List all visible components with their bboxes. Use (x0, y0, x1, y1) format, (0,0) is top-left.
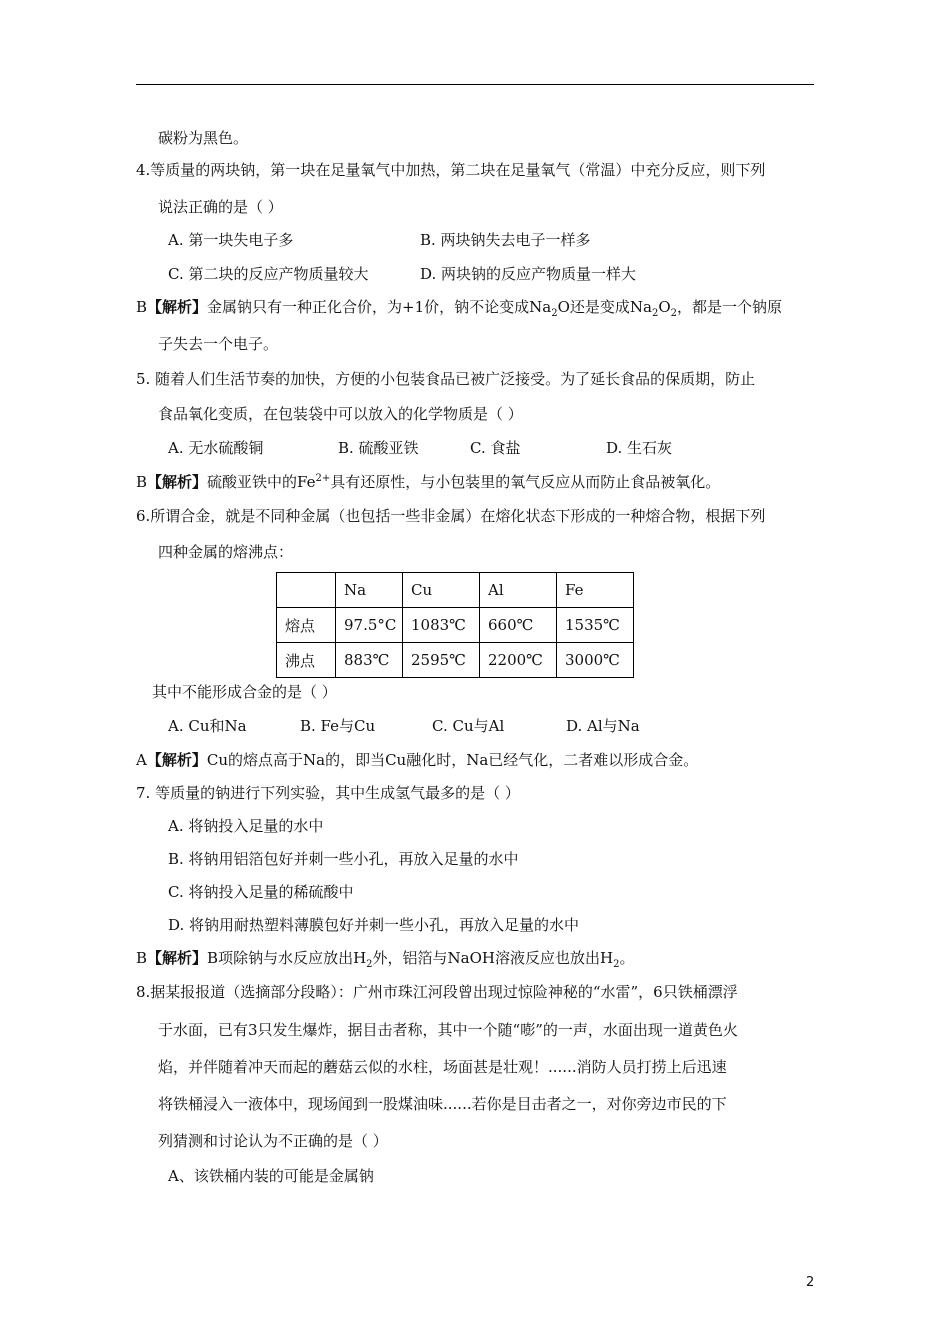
analysis-text: 外，铝箔与NaOH溶液反应也放出H (372, 949, 614, 967)
table-cell: 1535℃ (557, 608, 634, 643)
q5-option-d: D. 生石灰 (606, 439, 673, 457)
q4-option-b: B. 两块钠失去电子一样多 (420, 231, 591, 249)
analysis-text: 金属钠只有一种正化合价，为+1价，钠不论变成Na (207, 298, 552, 316)
q4-analysis (136, 297, 782, 317)
superscript: 2+ (315, 473, 331, 484)
subscript: 2 (551, 308, 558, 319)
analysis-tag: 【解析】 (146, 751, 207, 769)
question-8-line-5: 列猜测和讨论认为不正确的是（ ） (158, 1132, 388, 1150)
table-cell: 2200℃ (480, 643, 557, 678)
question-7-line-1: 7. 等质量的钠进行下列实验，其中生成氢气最多的是（ ） (136, 784, 520, 802)
question-8-line-3: 焰，并伴随着冲天而起的蘑菇云似的水柱，场面甚是壮观！......消防人员打捞上后迅速 (158, 1058, 727, 1076)
answer-letter: A (136, 751, 147, 769)
table-cell: 660℃ (480, 608, 557, 643)
analysis-text: 硫酸亚铁中的Fe (207, 473, 316, 491)
question-5-line-2: 食品氧化变质，在包装袋中可以放入的化学物质是（ ） (158, 405, 523, 423)
question-6-line-3: 其中不能形成合金的是（ ） (152, 683, 337, 701)
q8-option-a: A、该铁桶内装的可能是金属钠 (168, 1167, 374, 1185)
q4-analysis-line-2: 子失去一个电子。 (158, 335, 279, 353)
q7-option-c: C. 将钠投入足量的稀硫酸中 (168, 883, 354, 901)
q4-option-c: C. 第二块的反应产物质量较大 (168, 265, 369, 283)
analysis-tag: 【解析】 (147, 298, 208, 316)
q5-option-a: A. 无水硫酸铜 (168, 439, 264, 457)
table-cell: Al (480, 573, 557, 608)
q7-option-a: A. 将钠投入足量的水中 (168, 817, 324, 835)
table-cell: 97.5°C (336, 608, 403, 643)
q6-option-a: A. Cu和Na (168, 717, 247, 735)
q5-option-c: C. 食盐 (470, 439, 521, 457)
subscript: 2 (613, 959, 620, 970)
table-cell (277, 573, 336, 608)
subscript: 2 (670, 308, 678, 319)
q7-option-d: D. 将钠用耐热塑料薄膜包好并刺一些小孔，再放入足量的水中 (168, 916, 580, 934)
analysis-text: B项除钠与水反应放出H (207, 949, 367, 967)
answer-letter: B (136, 298, 148, 316)
question-5-line-1: 5. 随着人们生活节奏的加快，方便的小包装食品已被广泛接受。为了延长食品的保质期，防止 (136, 370, 756, 388)
text-line: 碳粉为黑色。 (158, 129, 249, 147)
q5-option-b: B. 硫酸亚铁 (338, 439, 419, 457)
answer-letter: B (136, 473, 148, 491)
q6-option-c: C. Cu与Al (432, 717, 505, 735)
table-cell: 883℃ (336, 643, 403, 678)
table-cell: Fe (557, 573, 634, 608)
question-4-line-2: 说法正确的是（ ） (158, 198, 283, 216)
question-6-line-1: 6.所谓合金，就是不同种金属（也包括一些非金属）在熔化状态下形成的一种熔合物，根据下列 (136, 507, 766, 525)
question-8-line-2: 于水面，已有3只发生爆炸，据目击者称，其中一个随“嘭”的一声，水面出现一道黄色火 (158, 1021, 738, 1039)
analysis-tag: 【解析】 (147, 949, 208, 967)
q7-analysis (136, 948, 634, 968)
question-4-line-1: 4.等质量的两块钠，第一块在足量氧气中加热，第二块在足量氧气（常温）中充分反应，则下列 (136, 161, 766, 179)
table-row (277, 608, 634, 643)
table-cell: Cu (403, 573, 480, 608)
table-cell: Na (336, 573, 403, 608)
analysis-text: Cu的熔点高于Na的，即当Cu融化时，Na已经气化，二者难以形成合金。 (206, 751, 699, 769)
table-header-row (277, 573, 634, 608)
subscript: 2 (651, 308, 659, 319)
table-cell: 3000℃ (557, 643, 634, 678)
analysis-text: 。 (619, 949, 635, 967)
question-6-line-2: 四种金属的熔沸点： (158, 543, 294, 561)
header-rule (136, 84, 814, 85)
table-cell: 沸点 (277, 643, 336, 678)
analysis-text: ，都是一个钠原 (677, 298, 783, 316)
analysis-tag: 【解析】 (147, 473, 208, 491)
q7-option-b: B. 将钠用铝箔包好并刺一些小孔，再放入足量的水中 (168, 850, 519, 868)
table-cell: 1083℃ (403, 608, 480, 643)
q4-option-a: A. 第一块失电子多 (168, 231, 294, 249)
q4-option-d: D. 两块钠的反应产物质量一样大 (420, 265, 637, 283)
table-cell: 熔点 (277, 608, 336, 643)
melting-boiling-table (276, 572, 634, 678)
question-8-line-1: 8.据某报报道（选摘部分段略）：广州市珠江河段曾出现过惊险神秘的“水雷”，6只铁桶漂浮 (136, 983, 738, 1001)
analysis-text: O (658, 298, 671, 316)
analysis-text: 具有还原性，与小包装里的氧气反应从而防止食品被氧化。 (330, 473, 721, 491)
q5-analysis (136, 472, 720, 492)
answer-letter: B (136, 949, 148, 967)
q6-option-b: B. Fe与Cu (300, 717, 376, 735)
q6-option-d: D. Al与Na (566, 717, 640, 735)
q6-analysis (136, 750, 698, 770)
table-cell: 2595℃ (403, 643, 480, 678)
table-row (277, 643, 634, 678)
page-number: 2 (806, 1275, 815, 1290)
analysis-text: O还是变成Na (557, 298, 652, 316)
question-8-line-4: 将铁桶浸入一液体中，现场闻到一股煤油味......若你是目击者之一，对你旁边市民的下 (158, 1095, 727, 1113)
subscript: 2 (366, 959, 373, 970)
